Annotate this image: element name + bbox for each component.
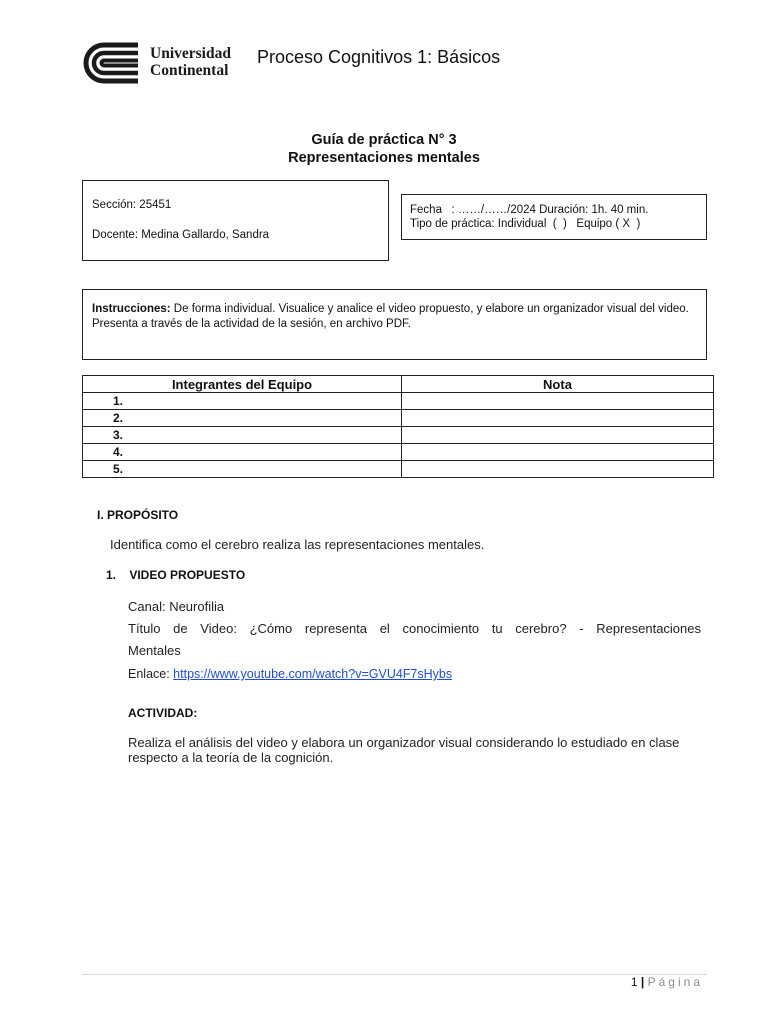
- instructions-box: [82, 289, 707, 360]
- logo-line-1: Universidad: [150, 45, 231, 62]
- footer-divider: [82, 974, 707, 975]
- course-title: Proceso Cognitivos 1: Básicos: [257, 47, 501, 67]
- seccion-text: Sección: 25451: [92, 199, 172, 211]
- footer-separator: |: [640, 975, 645, 989]
- nota-cell: [402, 393, 714, 410]
- tipo-practica-text: Tipo de práctica: Individual ( ) Equipo ( X ): [410, 218, 641, 230]
- nota-cell: [402, 444, 714, 461]
- video-link[interactable]: https://www.youtube.com/watch?v=GVU4F7sHybs: [173, 667, 453, 681]
- row-number: 3.: [83, 427, 402, 444]
- nota-cell: [402, 410, 714, 427]
- video-heading: 1. VIDEO PROPUESTO: [106, 568, 246, 582]
- col-header-integrantes: Integrantes del Equipo: [83, 376, 402, 393]
- table-row: [83, 444, 714, 461]
- instructions-text: De forma individual. Visualice y analice el video propuesto, y elabore un organizador visual del video.: [170, 303, 689, 315]
- university-logo-icon: [82, 42, 140, 84]
- table-row: [83, 427, 714, 444]
- video-title-text: Título de Video: ¿Cómo representa el conocimiento tu cerebro? - Representaciones: [128, 621, 701, 636]
- proposito-text: Identifica como el cerebro realiza las representaciones mentales.: [110, 537, 485, 552]
- canal-text: Canal: Neurofilia: [128, 599, 225, 614]
- nota-cell: [402, 461, 714, 478]
- proposito-heading: I. PROPÓSITO: [97, 508, 179, 522]
- enlace-label: Enlace:: [128, 667, 174, 681]
- actividad-text: Realiza el análisis del video y elabora un organizador visual considerando lo estudiado en clase respecto a la teoría de la cognición.: [128, 735, 680, 765]
- video-title-text-2: Mentales: [128, 643, 181, 658]
- row-number: 2.: [83, 410, 402, 427]
- university-name: [150, 45, 231, 79]
- instructions-label: Instrucciones:: [92, 303, 171, 315]
- actividad-heading: ACTIVIDAD:: [128, 706, 198, 720]
- date-info-box: [401, 194, 707, 240]
- col-header-nota: Nota: [402, 376, 714, 393]
- instructions-text-2: Presenta a través de la actividad de la sesión, en archivo PDF.: [92, 318, 411, 330]
- page-word: Página: [647, 975, 703, 989]
- fecha-text: Fecha : ……/……/2024 Duración: 1h. 40 min.: [410, 204, 649, 216]
- docente-text: Docente: Medina Gallardo, Sandra: [92, 229, 270, 241]
- page-footer: [631, 975, 703, 989]
- section-info-box: [82, 180, 389, 261]
- guide-subtitle: Representaciones mentales: [288, 150, 480, 166]
- team-table: [82, 375, 714, 478]
- row-number: 5.: [83, 461, 402, 478]
- guide-title: Guía de práctica N° 3: [311, 132, 457, 148]
- logo-line-2: Continental: [150, 62, 229, 79]
- nota-cell: [402, 427, 714, 444]
- enlace-line: [128, 667, 452, 681]
- table-row: [83, 393, 714, 410]
- row-number: 4.: [83, 444, 402, 461]
- page-number: 1: [630, 975, 638, 989]
- row-number: 1.: [83, 393, 402, 410]
- table-row: [83, 461, 714, 478]
- table-header-row: [83, 376, 714, 393]
- table-row: [83, 410, 714, 427]
